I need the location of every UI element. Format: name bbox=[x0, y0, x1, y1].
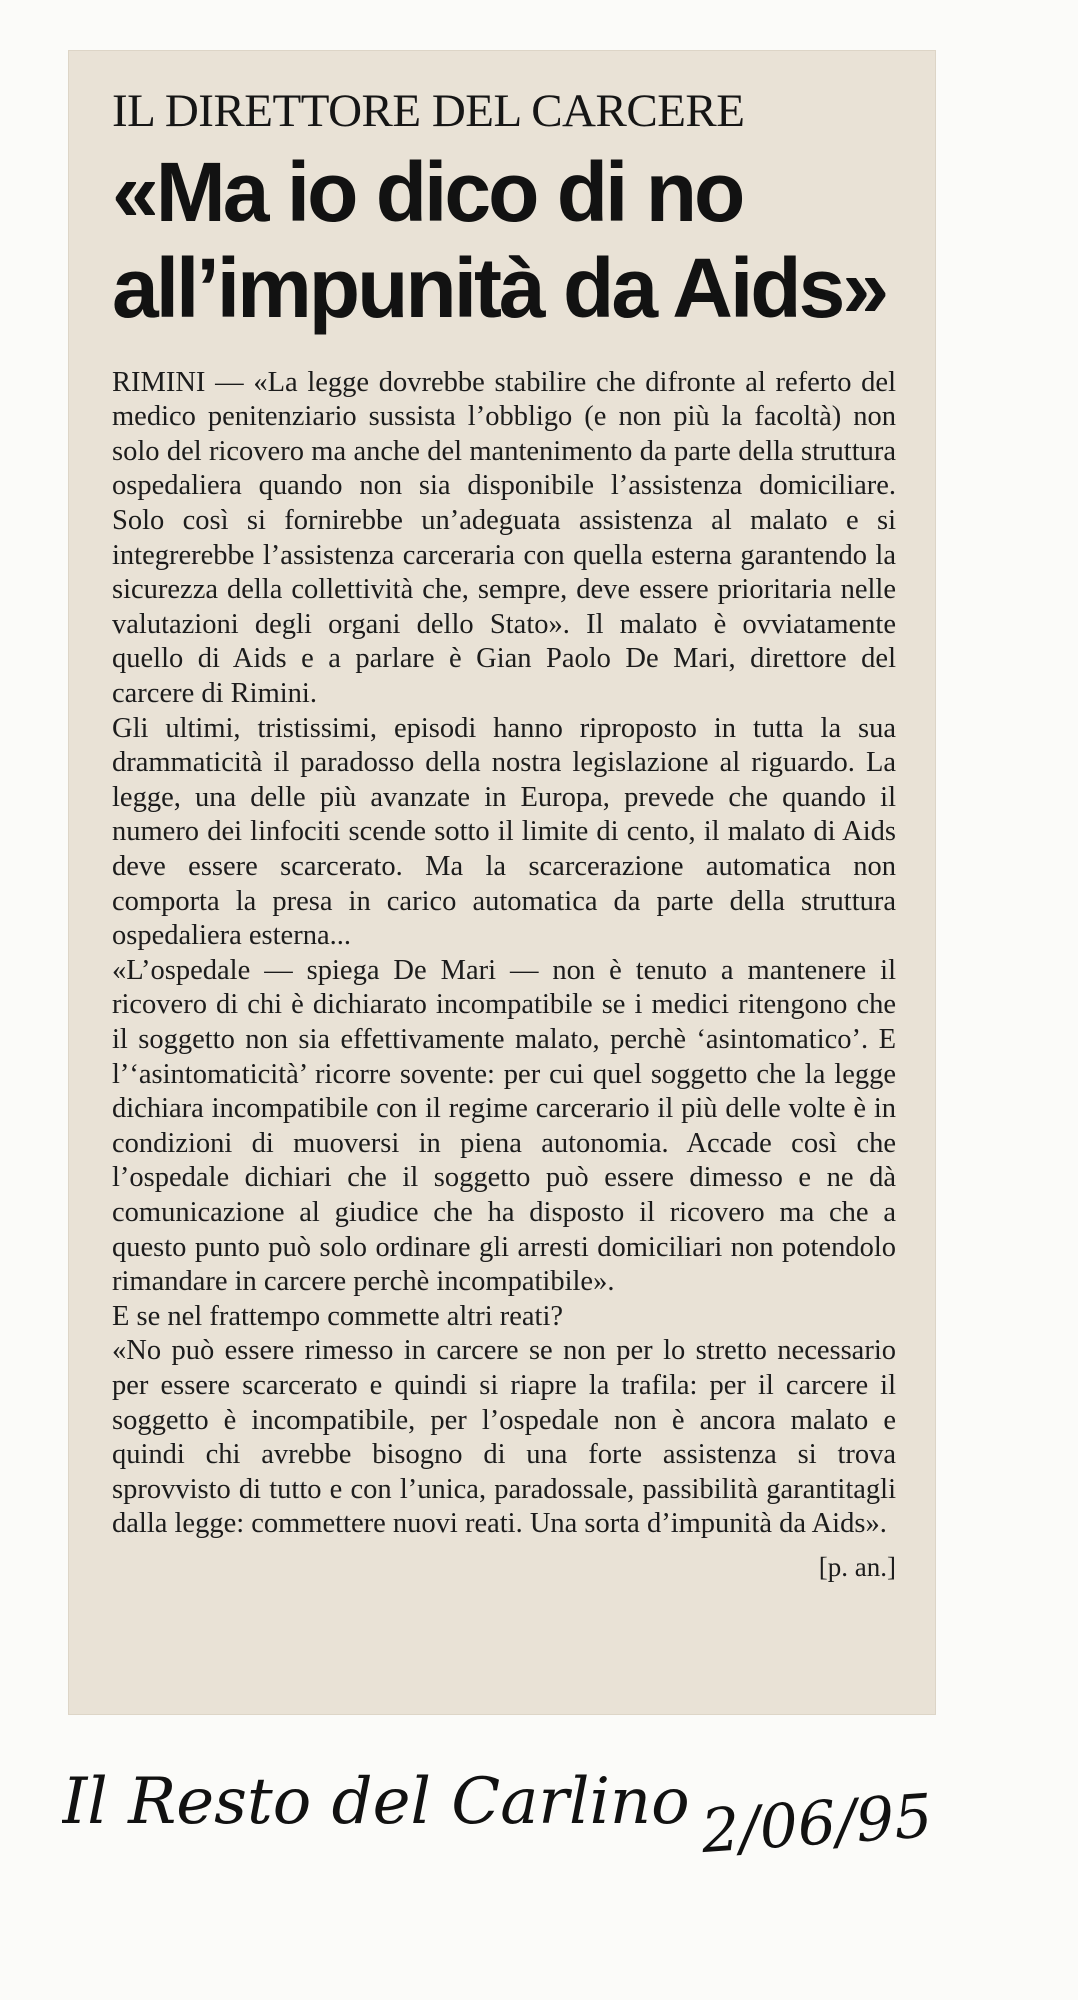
handwritten-source: Il Resto del Carlino bbox=[62, 1765, 690, 1839]
article-paragraph: Gli ultimi, tristissimi, episodi hanno riproposto in tutta la sua drammaticità il paradosso della nostra legislazione al riguardo. La legge, una delle più avanzate in Europa, prevede che quando il numero dei linfociti scende sotto il limite di cento, il malato di Aids deve essere scarcerato. Ma la scarcerazione automatica non comporta la presa in carico automatica da parte della struttura ospedaliera esterna... bbox=[112, 712, 896, 952]
newspaper-clipping bbox=[68, 50, 936, 1715]
article-signature: [p. an.] bbox=[818, 1551, 896, 1582]
article-headline: «Ma io dico di no all’impunità da Aids» bbox=[112, 144, 887, 335]
article-kicker: IL DIRETTORE DEL CARCERE bbox=[112, 85, 745, 137]
handwritten-annotation bbox=[62, 1728, 962, 1908]
handwritten-date: 2/06/95 bbox=[699, 1781, 935, 1868]
article-paragraph: «No può essere rimesso in carcere se non per lo stretto necessario per essere scarcerato e quindi si riapre la trafila: per il carcere il soggetto è incompatibile, per l’ospedale non è ancora malato e quindi chi avrebbe bisogno di una forte assistenza si trova sprovvisto di tutto e con l’unica, paradossale, passibilità garantitagli dalla legge: commettere nuovi reati. Una sorta d’impunità da Aids». bbox=[112, 1335, 896, 1540]
handwriting-canvas bbox=[62, 1728, 962, 1908]
article-paragraph: «L’ospedale — spiega De Mari — non è tenuto a mantenere il ricovero di chi è dichiarato incompatibile se i medici ritengono che il soggetto non sia effettivamente malato, perchè ‘asintomatico’. E l’‘asintomaticità’ ricorre sovente: per cui quel soggetto che la legge dichiara incompatibile con il regime carcerario il più delle volte è in condizioni di muoversi in piena autonomia. Accade così che l’ospedale dichiari che il soggetto può essere dimesso e ne dà comunicazione al giudice che ha disposto il ricovero ma che a questo punto può solo ordinare gli arresti domiciliari non potendolo rimandare in carcere perchè incompatibile». bbox=[112, 954, 896, 1298]
article-paragraph: RIMINI — «La legge dovrebbe stabilire che difronte al referto del medico penitenziario sussista l’obbligo (e non più la facoltà) non solo del ricovero ma anche del mantenimento da parte della struttura ospedaliera quando non sia disponibile l’assistenza domiciliare. Solo così si fornirebbe un’adeguata assistenza al malato e si integrerebbe l’assistenza carceraria con quella esterna garantendo la sicurezza della collettività che, sempre, deve essere prioritaria nelle valutazioni degli organi dello Stato». Il malato è ovviatamente quello di Aids e a parlare è Gian Paolo De Mari, direttore del carcere di Rimini. bbox=[112, 366, 896, 710]
article-body bbox=[112, 366, 896, 1542]
article-paragraph: E se nel frattempo commette altri reati? bbox=[112, 1300, 564, 1332]
